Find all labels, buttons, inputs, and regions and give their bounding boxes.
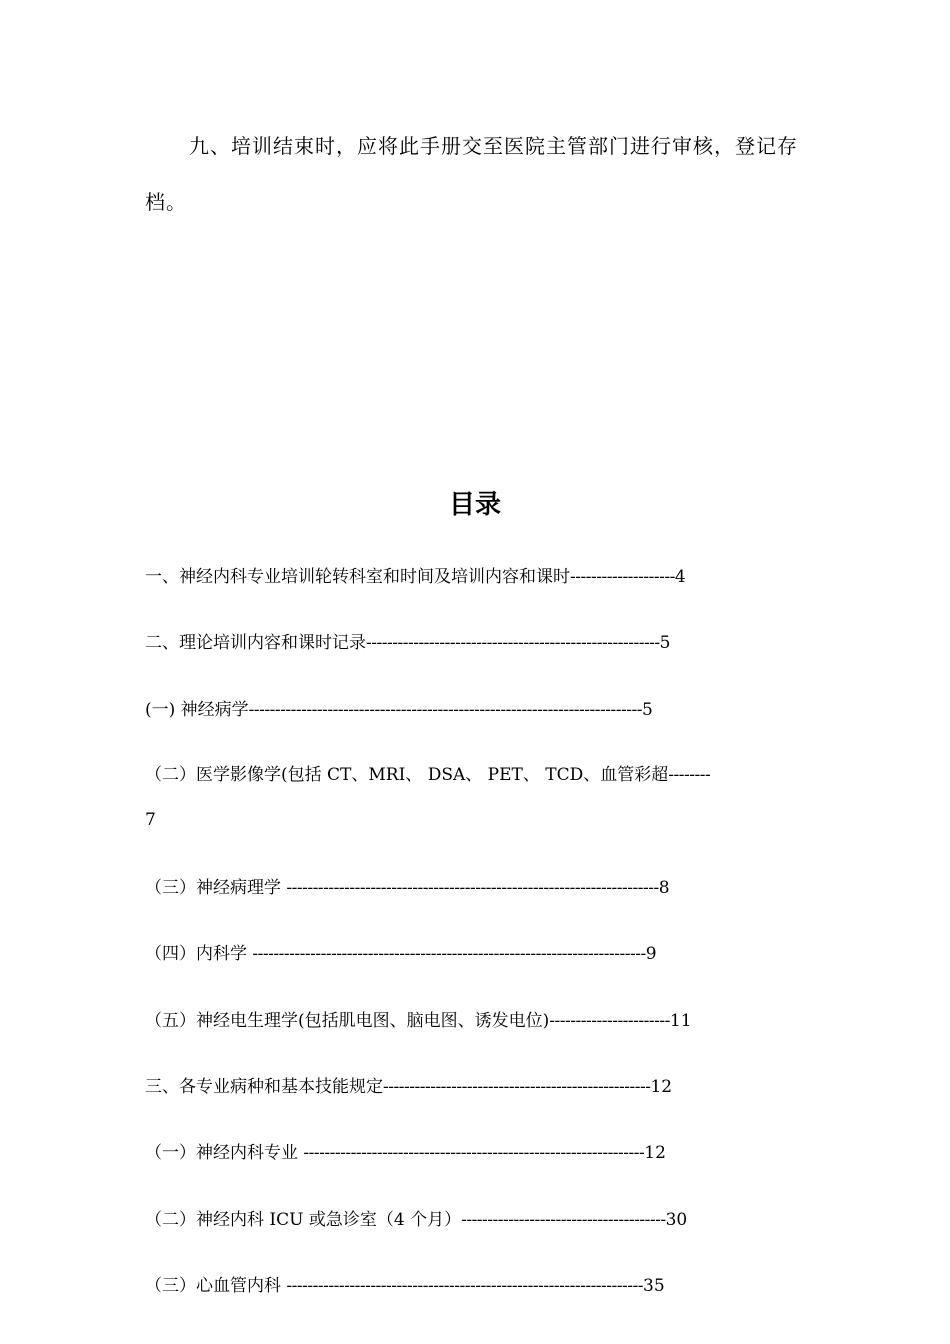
- toc-entry: [145, 632, 775, 654]
- toc-title: 目录: [448, 490, 501, 520]
- toc-entry-page: 11: [669, 1011, 692, 1031]
- toc-entry: [145, 943, 775, 965]
- toc-entry-page: 4: [674, 567, 686, 587]
- toc-entry-label: （一）神经内科专业: [145, 1143, 304, 1163]
- toc-entry: [145, 566, 775, 588]
- toc-entry-label: 二、理论培训内容和课时记录: [145, 633, 366, 653]
- toc-entry-page: 12: [644, 1143, 666, 1163]
- toc-entry-label: （三）心血管内科: [145, 1276, 287, 1296]
- toc-entry-leader: --------------------------------------------------------: [366, 633, 660, 653]
- toc-entry-label: （五）神经电生理学(包括肌电图、脑电图、诱发电位): [145, 1011, 550, 1031]
- toc-entry-label: 三、各专业病种和基本技能规定: [145, 1077, 383, 1097]
- toc-entry-leader: ---------------------------------------------------------------------------: [248, 700, 642, 720]
- toc-entry-label: （二）神经内科 ICU 或急诊室（4 个月）: [145, 1210, 462, 1230]
- toc-entry-page: 30: [665, 1210, 688, 1230]
- instruction-paragraph: 九、培训结束时，应将此手册交至医院主管部门进行审核，登记存档。: [145, 134, 798, 214]
- toc-entry-page: 35: [643, 1276, 665, 1296]
- toc-entry-label: 一、神经内科专业培训轮转科室和时间及培训内容和课时: [145, 567, 570, 587]
- toc-entry-label: （二）医学影像学(包括 CT、MRI、 DSA、 PET、 TCD、血管彩超: [145, 765, 669, 785]
- toc-entry-leader: ---------------------------------------------------: [383, 1077, 651, 1097]
- toc-entry-leader: --------: [668, 765, 711, 785]
- toc-entry-leader: -----------------------------------------------------------------: [303, 1143, 645, 1163]
- toc-entry: [145, 1209, 775, 1231]
- toc-entry-page: 5: [659, 633, 671, 653]
- toc-entry: [145, 699, 775, 721]
- toc-entry-label: （三）神经病理学: [145, 878, 287, 898]
- toc-entry-leader: ---------------------------------------------------------------------------: [252, 944, 646, 964]
- toc-entry-leader: --------------------------------------------------------------------: [286, 1276, 644, 1296]
- toc-entry: [145, 753, 775, 843]
- toc-entry-leader: --------------------: [570, 567, 675, 587]
- toc-entry-page: 7: [145, 810, 156, 830]
- toc-entry: [145, 1010, 775, 1032]
- toc-entry-leader: -----------------------------------------------------------------------: [286, 878, 659, 898]
- toc-entry-page: 12: [650, 1077, 673, 1097]
- toc-entry: [145, 1076, 775, 1098]
- toc-entry-page: 9: [645, 944, 657, 964]
- toc-entry-leader: ---------------------------------------: [461, 1210, 666, 1230]
- toc-entry: [145, 1275, 775, 1297]
- toc-entry-page: 5: [641, 700, 653, 720]
- toc-entry-leader: -----------------------: [549, 1011, 670, 1031]
- toc-entry-label: (一) 神经病学: [145, 700, 249, 720]
- toc-entry-label: （四）内科学: [145, 944, 253, 964]
- toc-entry: [145, 1142, 775, 1164]
- toc-entry-page: 8: [658, 878, 670, 898]
- toc-entry: [145, 877, 775, 899]
